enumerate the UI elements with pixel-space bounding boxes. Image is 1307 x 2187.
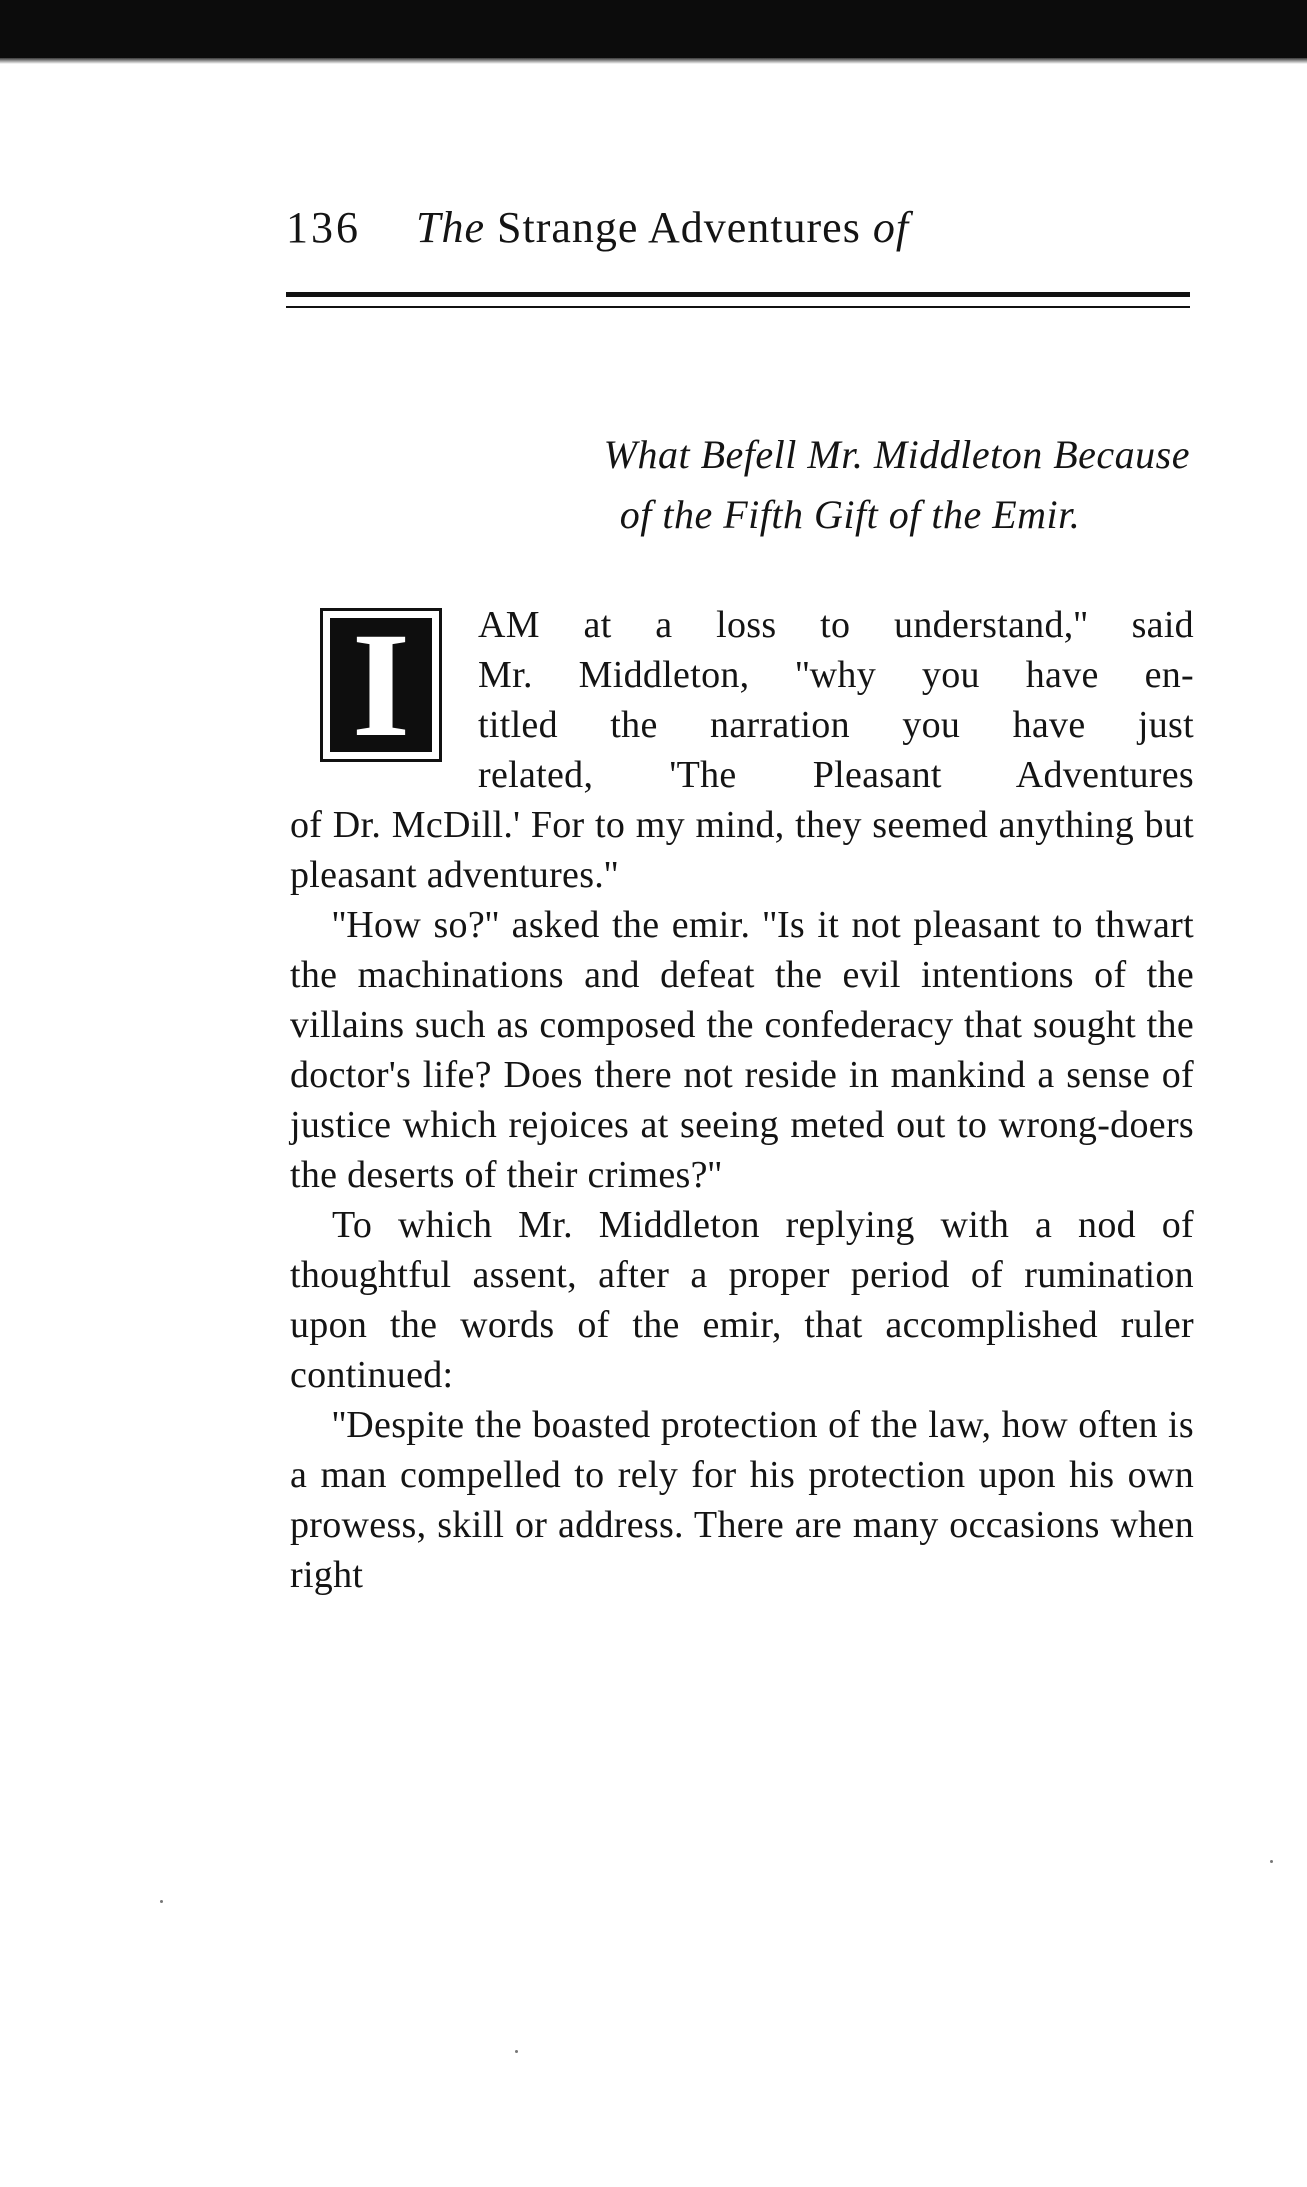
- body-text: [290, 600, 1194, 1600]
- chapter-heading-line1: What Befell Mr. Middleton Because: [603, 432, 1190, 477]
- paragraph-1-line-2: Mr. Middleton, ''why you have en-: [478, 654, 1194, 696]
- paper-speck: [160, 1900, 163, 1903]
- running-head-of: of: [872, 203, 910, 252]
- paragraph-1: [290, 600, 1194, 900]
- chapter-heading: [440, 425, 1190, 545]
- paragraph-3: To which Mr. Middleton replying with a nod of thoughtful assent, after a proper period of rumination upon the words of the emir, that accomplished ruler continued:: [290, 1204, 1194, 1396]
- drop-cap-letter: I: [351, 602, 411, 768]
- running-head-title: Strange Adventures: [497, 203, 861, 252]
- chapter-heading-line2: of the Fifth Gift of the Emir.: [619, 492, 1081, 537]
- paper-speck: [515, 2050, 518, 2053]
- paragraph-2: ''How so?'' asked the emir. ''Is it not pleasant to thwart the machinations and defeat the evil intentions of the villains such as composed the confederacy that sought the doctor's life? Does there not reside in mankind a sense of justice which rejoices at seeing meted out to wrong-doers the deserts of their crimes?'': [290, 904, 1194, 1196]
- scan-top-border: [0, 0, 1307, 58]
- paragraph-1-line-4: related, 'The Pleasant Adventures: [478, 754, 1194, 796]
- paragraph-1-line-3: titled the narration you have just: [478, 704, 1194, 746]
- header-rule-thin: [286, 306, 1190, 308]
- paragraph-1-rest: of Dr. McDill.' For to my mind, they seemed anything but pleasant adventures.'': [290, 804, 1194, 896]
- paragraph-4: ''Despite the boasted protection of the law, how often is a man compelled to rely for his protection upon his own prowess, skill or address. There are many occasions when right: [290, 1404, 1194, 1596]
- page-number: 136: [286, 203, 361, 252]
- paragraph-1-line-1: AM at a loss to understand,'' said: [478, 604, 1194, 646]
- paper-speck: [1270, 1860, 1273, 1863]
- running-head-the: The: [416, 203, 485, 252]
- header-rule-thick: [286, 292, 1190, 297]
- running-head: [286, 198, 1186, 258]
